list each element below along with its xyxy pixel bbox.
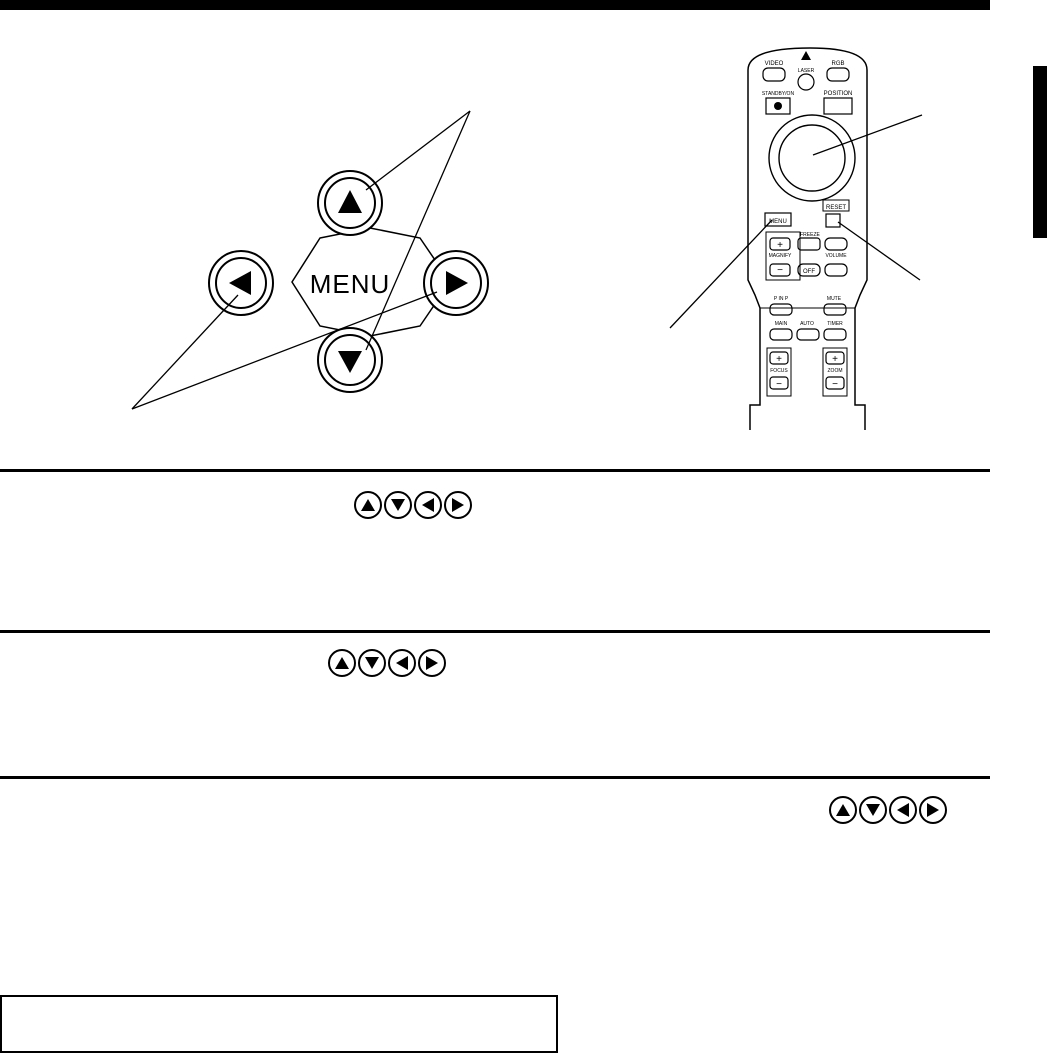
right-arrow-icon (444, 491, 472, 519)
right-arrow-icon[interactable] (424, 251, 488, 315)
up-arrow-icon[interactable] (318, 171, 382, 235)
remote-label-volume: VOLUME (825, 253, 847, 259)
remote-label-magnify: MAGNIFY (768, 253, 792, 259)
arrow-icons-row-2 (328, 649, 446, 677)
panel-menu-label: MENU (309, 269, 391, 299)
remote-label-laser: LASER (797, 68, 815, 74)
svg-text:−: − (777, 265, 783, 276)
svg-text:+: + (832, 354, 838, 365)
section-rule-2 (0, 630, 990, 633)
arrow-icons-row-3 (829, 796, 947, 824)
remote-label-timer: TIMER (827, 321, 843, 327)
section-rule-1 (0, 469, 990, 472)
note-box (0, 995, 558, 1053)
remote-label-off: OFF (803, 269, 815, 275)
remote-label-reset: RESET (825, 205, 847, 211)
svg-text:+: + (777, 240, 783, 251)
remote-label-main: MAIN (774, 321, 788, 327)
remote-label-standby: STANDBY/ON (761, 91, 795, 97)
left-arrow-icon (414, 491, 442, 519)
remote-label-position: POSITION (823, 91, 853, 97)
arrow-icons-row-1 (354, 491, 472, 519)
svg-text:−: − (776, 379, 782, 390)
remote-control-illustration (660, 40, 960, 440)
up-arrow-icon (328, 649, 356, 677)
section-rule-3 (0, 776, 990, 779)
remote-label-zoom: ZOOM (827, 368, 843, 374)
control-panel-illustration (0, 0, 720, 440)
right-arrow-icon (418, 649, 446, 677)
left-arrow-icon (388, 649, 416, 677)
up-arrow-icon (354, 491, 382, 519)
down-arrow-icon[interactable] (318, 328, 382, 392)
right-arrow-icon (919, 796, 947, 824)
remote-label-auto: AUTO (800, 321, 814, 327)
left-arrow-icon (889, 796, 917, 824)
remote-label-rgb: RGB (831, 61, 845, 67)
remote-label-focus: FOCUS (770, 368, 788, 374)
remote-label-mute: MUTE (826, 296, 842, 302)
remote-label-video: VIDEO (764, 61, 784, 67)
up-arrow-icon (829, 796, 857, 824)
remote-label-freeze: FREEZE (800, 232, 820, 238)
remote-label-pinp: P IN P (773, 296, 789, 302)
leader-lines (132, 111, 470, 409)
down-arrow-icon (859, 796, 887, 824)
svg-text:+: + (776, 354, 782, 365)
side-tab (1033, 66, 1047, 238)
down-arrow-icon (358, 649, 386, 677)
remote-label-menu: MENU (769, 219, 787, 225)
left-arrow-icon[interactable] (209, 251, 273, 315)
down-arrow-icon (384, 491, 412, 519)
svg-text:−: − (832, 379, 838, 390)
